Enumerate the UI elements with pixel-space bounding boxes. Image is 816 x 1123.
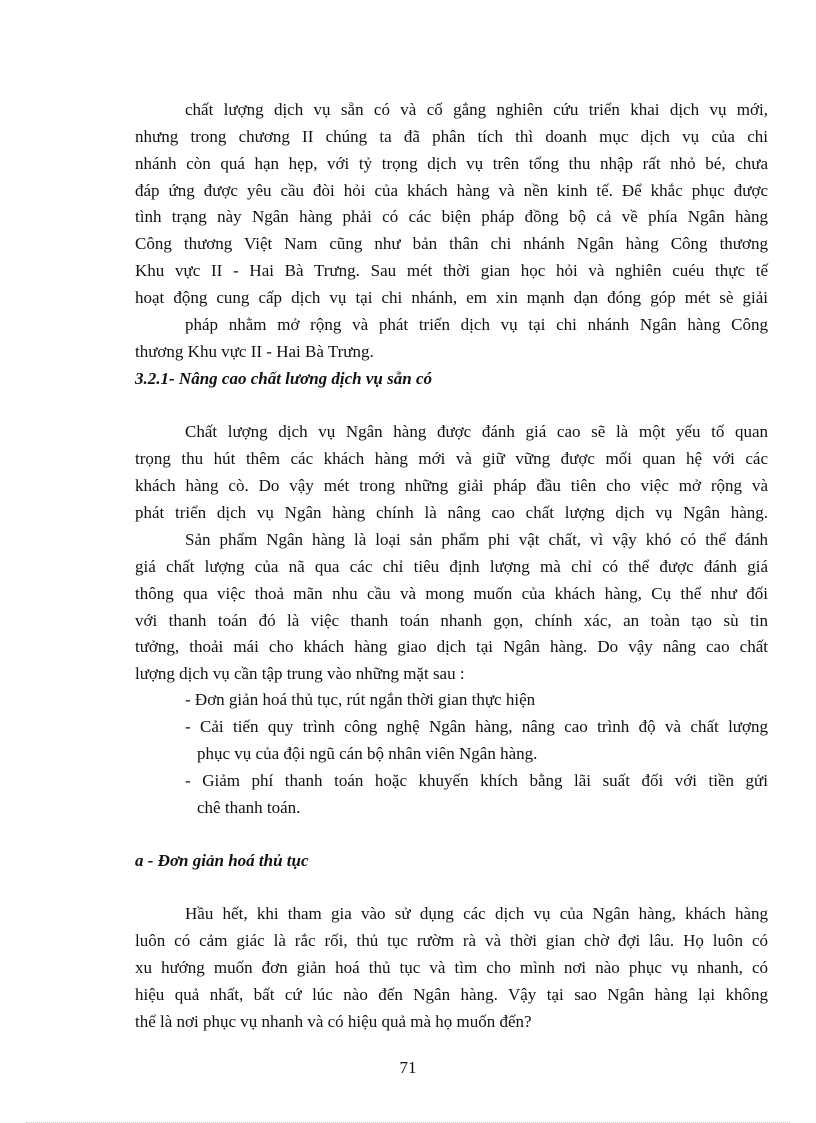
paragraph-1-line: chất lượng dịch vụ sẵn có và cố gắng nghiên cứu triển khai dịch vụ mới, xyxy=(185,100,768,119)
subsection-heading: a - Đơn giản hoá thủ tục xyxy=(135,851,309,870)
paragraph-3-line: trọng thu hút thêm các khách hàng mới và giữ vững được mối quan hệ với các xyxy=(135,449,768,468)
paragraph-4-line: với thanh toán đó là việc thanh toán nhanh gọn, chính xác, an toàn tạo sù tin xyxy=(135,611,768,630)
paragraph-5-line: thể là nơi phục vụ nhanh và có hiệu quả mà họ muốn đến? xyxy=(135,1012,532,1031)
paragraph-5-line: xu hướng muốn đơn giản hoá thủ tục và tìm cho mình nơi nào phục vụ nhanh, có xyxy=(135,958,768,977)
paragraph-4-line: lượng dịch vụ cần tập trung vào những mặt sau : xyxy=(135,664,465,683)
paragraph-3-line: Chất lượng dịch vụ Ngân hàng được đánh giá cao sẽ là một yếu tố quan xyxy=(185,422,768,441)
bullet-item: - Giảm phí thanh toán hoặc khuyến khích bằng lãi suất đối với tiền gửi xyxy=(185,771,768,790)
paragraph-3-line: phát triển dịch vụ Ngân hàng chính là nâng cao chất lượng dịch vụ Ngân hàng. xyxy=(135,503,768,522)
paragraph-1-line: đáp ứng được yêu cầu đòi hỏi của khách hàng và nền kinh tế. Để khắc phục được xyxy=(135,181,768,200)
paragraph-1-line: nhưng trong chương II chúng ta đã phân tích thì doanh mục dịch vụ của chi xyxy=(135,127,768,146)
page-number: 71 xyxy=(399,1058,417,1077)
paragraph-4-line: Sản phẩm Ngân hàng là loại sản phẩm phi vật chất, vì vậy khó có thể đánh xyxy=(185,530,768,549)
paragraph-4-line: giá chất lượng của nã qua các chỉ tiêu định lượng mà chỉ có thể được đánh giá xyxy=(135,557,768,576)
bullet-item: - Đơn giản hoá thủ tục, rút ngắn thời gian thực hiện xyxy=(185,690,536,709)
paragraph-5-line: Hầu hết, khi tham gia vào sử dụng các dịch vụ của Ngân hàng, khách hàng xyxy=(185,904,768,923)
paragraph-5-line: luôn có cảm giác là rắc rối, thủ tục rườm rà và thời gian chờ đợi lâu. Họ luôn có xyxy=(135,931,768,950)
paragraph-1-line: nhánh còn quá hạn hẹp, với tỷ trọng dịch vụ trên tổng thu nhập rất nhỏ bé, chưa xyxy=(135,154,768,173)
paragraph-2-line: thương Khu vực II - Hai Bà Trưng. xyxy=(135,342,374,361)
paragraph-1-line: tình trạng này Ngân hàng phải có các biện pháp đồng bộ cả về phía Ngân hàng xyxy=(135,207,768,226)
paragraph-3-line: khách hàng cò. Do vậy mét trong những giải pháp đầu tiên cho việc mở rộng và xyxy=(135,476,768,495)
bullet-item-continuation: chê thanh toán. xyxy=(197,798,301,817)
paragraph-5-line: hiệu quả nhất, bất cứ lúc nào đến Ngân hàng. Vậy tại sao Ngân hàng lại không xyxy=(135,985,768,1004)
bullet-item: - Cải tiến quy trình công nghệ Ngân hàng, nâng cao trình độ và chất lượng xyxy=(185,717,768,736)
section-heading: 3.2.1- Nâng cao chất lương dịch vụ sẵn có xyxy=(135,369,432,388)
paragraph-2-line: pháp nhằm mở rộng và phát triển dịch vụ tại chi nhánh Ngân hàng Công xyxy=(185,315,768,334)
paragraph-1-line: Công thương Việt Nam cũng như bản thân chi nhánh Ngân hàng Công thương xyxy=(135,234,768,253)
paragraph-4-line: thông qua việc thoả mãn nhu cầu và mong muốn của khách hàng, Cụ thể như đối xyxy=(135,584,768,603)
bullet-item-continuation: phục vụ của đội ngũ cán bộ nhân viên Ngân hàng. xyxy=(197,744,538,763)
paragraph-1-line: Khu vực II - Hai Bà Trưng. Sau mét thời gian học hỏi và nghiên cuéu thực tế xyxy=(135,261,768,280)
paragraph-1-line: hoạt động cung cấp dịch vụ tại chi nhánh, em xin mạnh dạn đóng góp mét sè giải xyxy=(135,288,768,307)
paragraph-4-line: tưởng, thoải mái cho khách hàng giao dịch tại Ngân hàng. Do vậy nâng cao chất xyxy=(135,637,768,656)
